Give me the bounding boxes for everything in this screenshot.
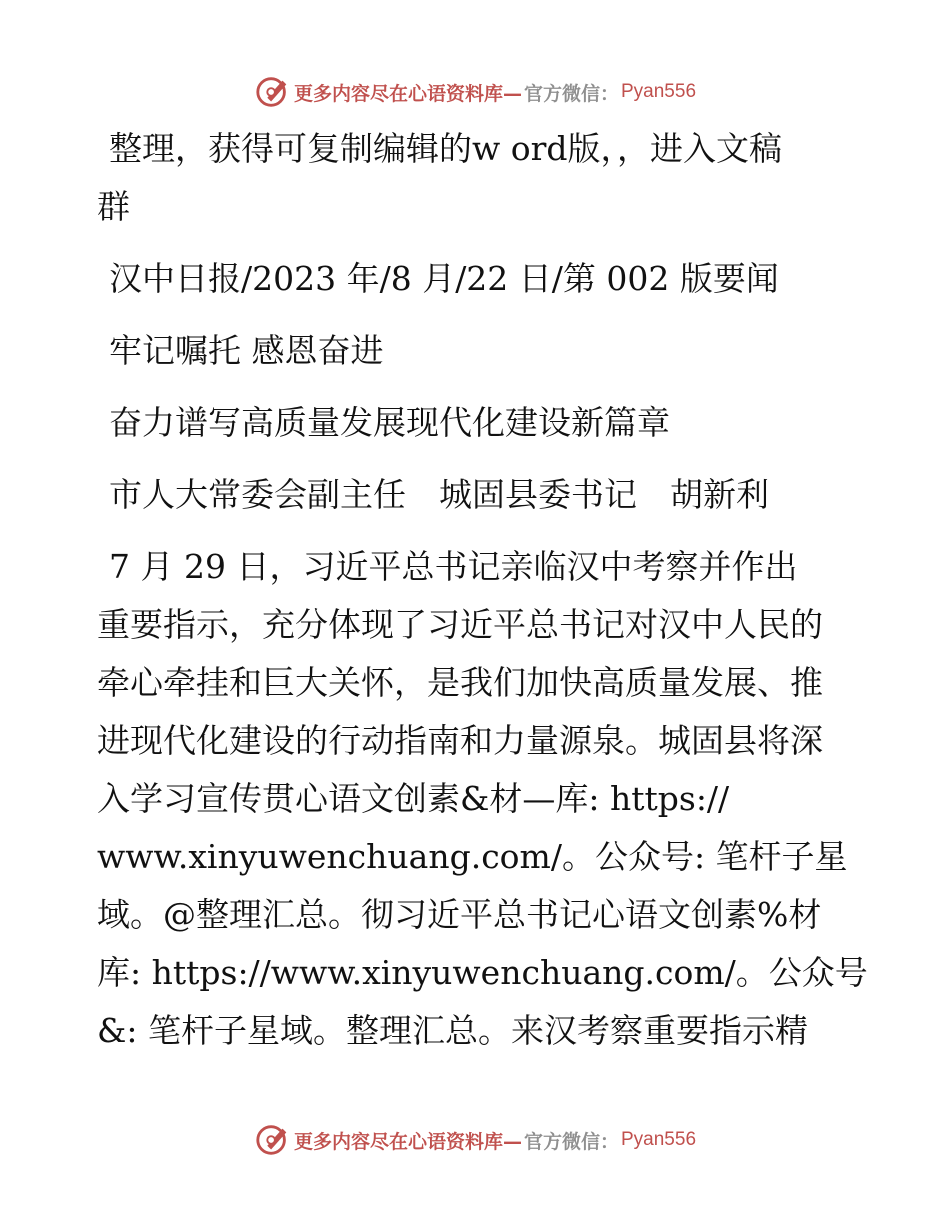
paragraph-line: www.xinyuwenchuang.com/。公众号: 笔杆子星 xyxy=(97,837,848,876)
paragraph-line: 库: https://www.xinyuwenchuang.com/。公众号 xyxy=(97,953,868,992)
paragraph-line: 重要指示，充分体现了习近平总书记对汉中人民的 xyxy=(97,605,823,644)
paragraph-line: 入学习宣传贯心语文创素&材—库: https:// xyxy=(97,779,730,818)
paragraph-line: 域。@整理汇总。彻习近平总书记心语文创素%材 xyxy=(97,895,822,934)
pen-logo-icon xyxy=(254,1121,292,1159)
author-line: 市人大常委会副主任 城固县委书记 胡新利 xyxy=(109,475,769,514)
wechat-id: Pyan556 xyxy=(621,1129,697,1150)
paragraph-line: 7 月 29 日，习近平总书记亲临汉中考察并作出 xyxy=(109,547,798,586)
paragraph-line: 牵心牵挂和巨大关怀，是我们加快高质量发展、推 xyxy=(97,663,823,702)
intro-line: 整理，获得可复制编辑的w ord版，，进入文稿 xyxy=(109,129,783,168)
intro-line: 群 xyxy=(97,187,130,226)
pen-logo-icon xyxy=(254,73,292,111)
source-line: 汉中日报/2023 年/8 月/22 日/第 002 版要闻 xyxy=(109,259,779,298)
wechat-label: 官方微信： xyxy=(523,1130,619,1153)
document-body xyxy=(97,120,868,1060)
article-title-1: 牢记嘱托 感恩奋进 xyxy=(109,331,384,370)
paragraph-line: &: 笔杆子星域。整理汇总。来汉考察重要指示精 xyxy=(97,1011,808,1050)
footer-banner xyxy=(0,1120,950,1160)
banner-text: 更多内容尽在心语资料库— xyxy=(293,82,522,105)
header-banner xyxy=(0,72,950,112)
article-title-2: 奋力谱写高质量发展现代化建设新篇章 xyxy=(109,403,670,442)
banner-text: 更多内容尽在心语资料库— xyxy=(293,1130,522,1153)
wechat-label: 官方微信： xyxy=(523,82,619,105)
paragraph-line: 进现代化建设的行动指南和力量源泉。城固县将深 xyxy=(97,721,823,760)
wechat-id: Pyan556 xyxy=(621,81,697,102)
